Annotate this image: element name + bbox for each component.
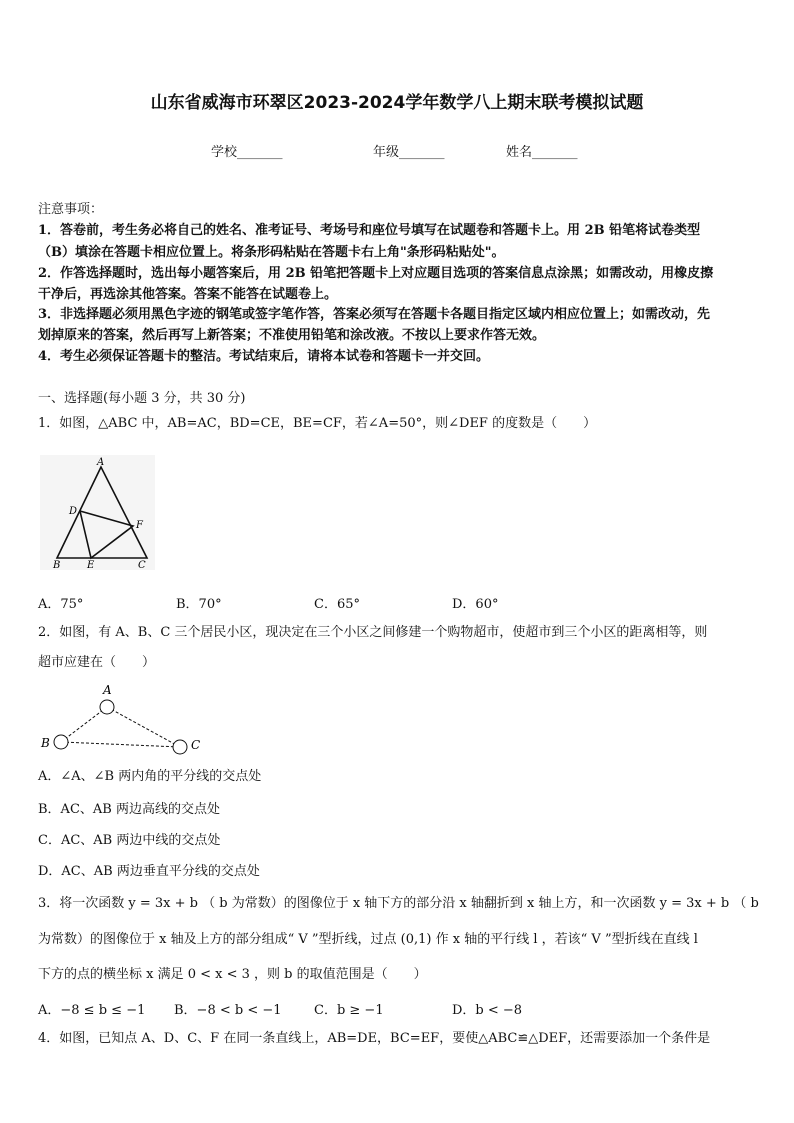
notice-line: 2．作答选择题时，选出每小题答案后，用 2B 铅笔把答题卡上对应题目选项的答案信息点涂黑；如需改动，用橡皮擦 <box>38 266 714 281</box>
grade-field[interactable]: 年级_______ <box>373 145 445 160</box>
name-field[interactable]: 姓名_______ <box>506 145 578 160</box>
label-D: D <box>69 506 78 517</box>
label-B: B <box>53 560 61 570</box>
page-title: 山东省威海市环翠区2023-2024学年数学八上期末联考模拟试题 <box>150 93 644 113</box>
question-1-stem: 1．如图，△ABC 中，AB=AC，BD=CE，BE=CF，若∠A=50°，则∠DEF 的度数是（ ） <box>38 416 597 431</box>
neighborhood-figure-q2 <box>36 680 216 760</box>
option-d[interactable]: D．60° <box>452 597 499 612</box>
option-a[interactable]: A．75° <box>38 597 84 612</box>
label-A: A <box>103 683 112 697</box>
question-3-stem-cont: 为常数）的图像位于 x 轴及上方的部分组成“ V ”型折线，过点 (0,1) 作 x 轴的平行线 l ，若该“ V ”型折线在直线 l <box>38 932 698 947</box>
notice-line: 3．非选择题必须用黑色字迹的钢笔或签字笔作答，答案必须写在答题卡各题目指定区域内相应位置上；如需改动，先 <box>38 307 711 322</box>
question-3-stem-cont: 下方的点的横坐标 x 满足 0 < x < 3 ，则 b 的取值范围是（ ） <box>38 967 427 982</box>
option-a[interactable]: A．−8 ≤ b ≤ −1 <box>38 1003 146 1018</box>
notice-line: 1．答卷前，考生务必将自己的姓名、准考证号、考场号和座位号填写在试题卷和答题卡上。用 2B 铅笔将试卷类型 <box>38 223 701 238</box>
label-C: C <box>138 560 146 570</box>
section-heading: 一、选择题(每小题 3 分，共 30 分) <box>38 391 246 406</box>
notice-line: （B）填涂在答题卡相应位置上。将条形码粘贴在答题卡右上角"条形码粘贴处"。 <box>38 245 505 260</box>
triangle-figure-q1 <box>40 455 155 570</box>
question-2-stem-cont: 超市应建在（ ） <box>38 655 156 670</box>
label-C: C <box>191 738 201 752</box>
option-c[interactable]: C．65° <box>314 597 360 612</box>
option-b[interactable]: B．70° <box>176 597 222 612</box>
label-A: A <box>97 457 105 468</box>
notice-line: 划掉原来的答案，然后再写上新答案；不准使用铅笔和涂改液。不按以上要求作答无效。 <box>38 328 546 343</box>
question-4-stem: 4．如图，已知点 A、D、C、F 在同一条直线上，AB=DE，BC=EF，要使△ABC≌△DEF，还需要添加一个条件是 <box>38 1031 711 1046</box>
option-d[interactable]: D．AC、AB 两边垂直平分线的交点处 <box>38 864 260 879</box>
notice-line: 干净后，再选涂其他答案。答案不能答在试题卷上。 <box>38 287 338 302</box>
label-F: F <box>136 520 143 531</box>
label-B: B <box>41 736 50 750</box>
notice-heading: 注意事项： <box>38 202 104 217</box>
school-field[interactable]: 学校_______ <box>211 145 283 160</box>
option-d[interactable]: D．b < −8 <box>452 1003 523 1018</box>
option-c[interactable]: C．AC、AB 两边中线的交点处 <box>38 833 221 848</box>
notice-line: 4．考生必须保证答题卡的整洁。考试结束后，请将本试卷和答题卡一并交回。 <box>38 349 490 364</box>
option-c[interactable]: C．b ≥ −1 <box>314 1003 384 1018</box>
label-E: E <box>87 560 95 570</box>
option-b[interactable]: B．AC、AB 两边高线的交点处 <box>38 802 220 817</box>
question-2-stem: 2．如图，有 A、B、C 三个居民小区，现决定在三个小区之间修建一个购物超市，使超市到三个小区的距离相等，则 <box>38 625 708 640</box>
question-3-stem: 3．将一次函数 y = 3x + b （ b 为常数）的图像位于 x 轴下方的部分沿 x 轴翻折到 x 轴上方，和一次函数 y = 3x + b （ b <box>38 896 759 911</box>
option-a[interactable]: A．∠A、∠B 两内角的平分线的交点处 <box>38 769 262 784</box>
option-b[interactable]: B．−8 < b < −1 <box>174 1003 282 1018</box>
